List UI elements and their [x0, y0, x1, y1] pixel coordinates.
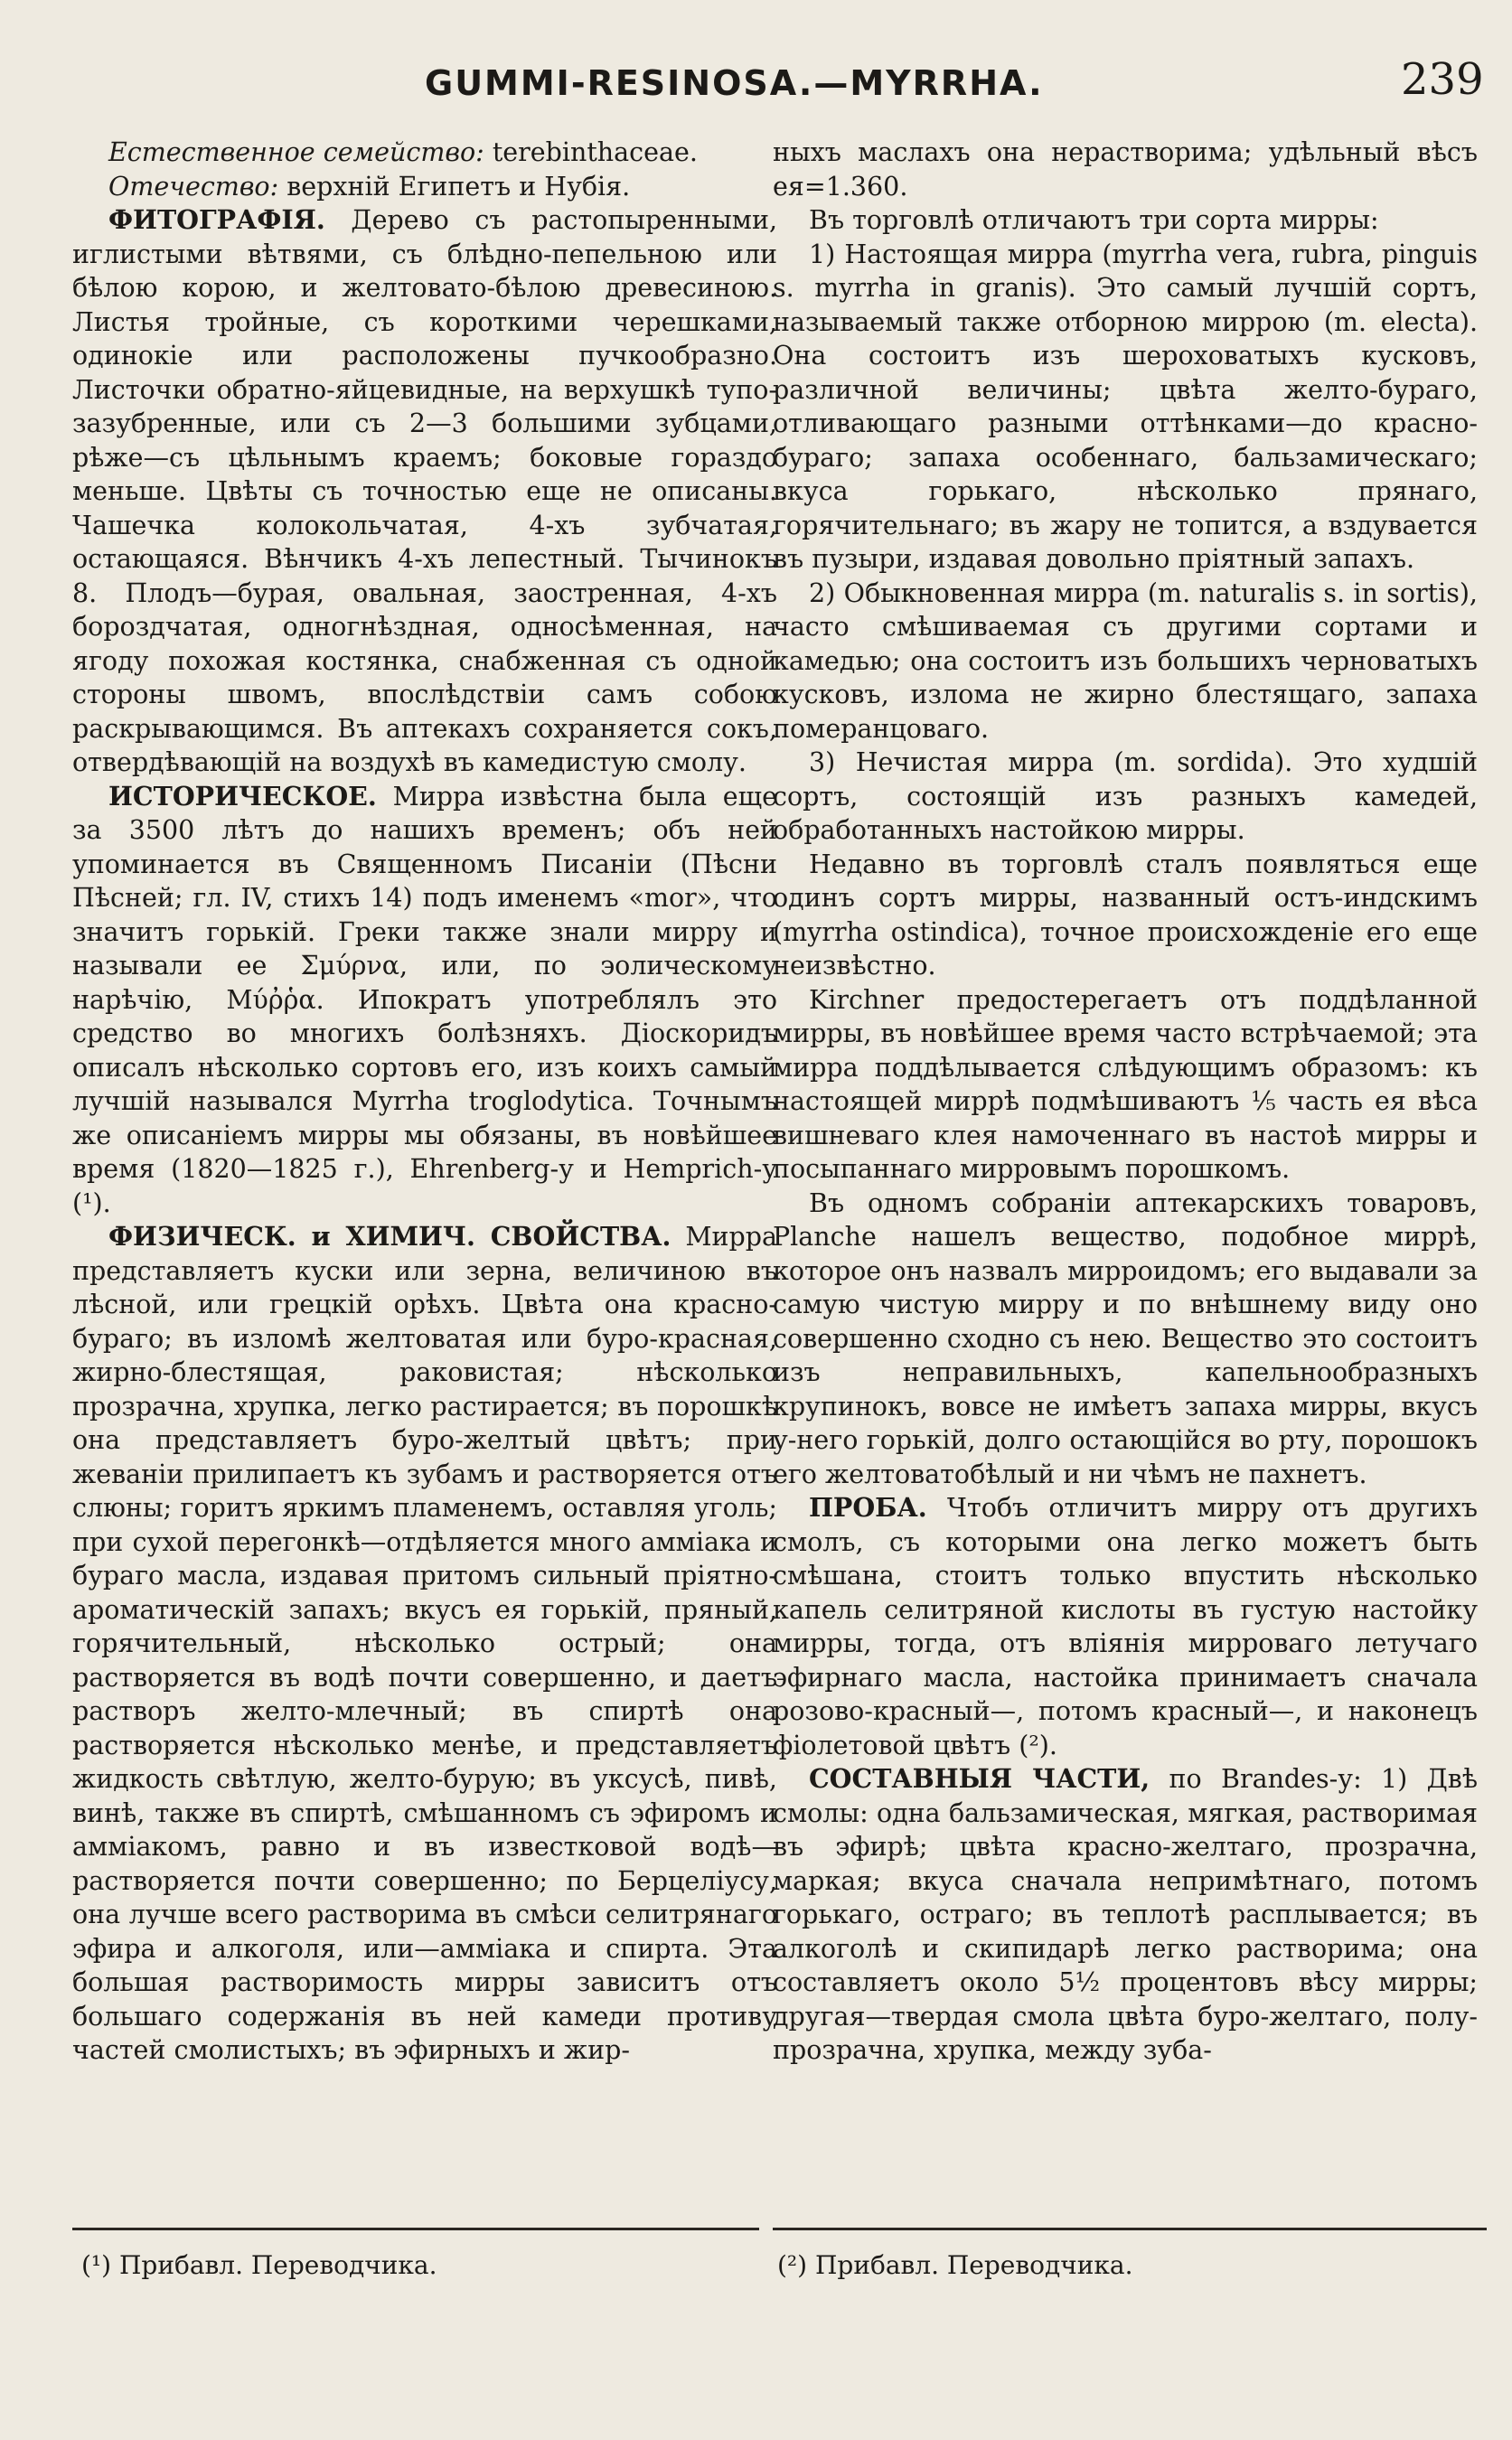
components-heading: СОСТАВНЫЯ ЧАСТИ,	[809, 1763, 1150, 1794]
test-heading: ПРОБА.	[809, 1492, 927, 1523]
right-column	[773, 136, 1478, 2068]
properties-section	[72, 1220, 777, 2068]
history-heading: ИСТОРИЧЕСКОЕ.	[108, 780, 377, 812]
running-head: GUMMI-RESINOSA.—MYRRHA.	[425, 63, 1044, 103]
history-section	[72, 780, 777, 1221]
country-value: верхнiй Египетъ и Нубiя.	[286, 171, 631, 202]
phytography-text: Дерево съ растопыренными, иглистыми вѣтвями, съ блѣдно-пепельною или бѣлою корою, и желтовато-бѣлою древесиною. Листья тройные, съ короткими черешками, одинокiе или расположены пучкообразно. Листочки обратно-яйцевидные, на верхушкѣ тупо-зазубренные, или съ 2—3 большими зубцами, рѣже—съ цѣльнымъ краемъ; боковые гораздо меньше. Цвѣты съ точностью еще не описаны. Чашечка колокольчатая, 4-хъ зубчатая, остающаяся. Вѣнчикъ 4-хъ лепестный. Тычинокъ 8. Плодъ—бурая, овальная, заостренная, 4-хъ бороздчатая, одногнѣздная, односѣменная, на ягоду похожая костянка, снабженная съ одной стороны швомъ, впослѣдствiи самъ собою раскрывающимся. Въ аптекахъ сохраняется сокъ, отвердѣвающiй на воздухѣ въ камедистую смолу.	[72, 205, 778, 777]
history-text: Мирра извѣстна была еще за 3500 лѣтъ до нашихъ временъ; объ ней упоминается въ Священномъ Писанiи (Пѣсни Пѣсней; гл. IV, стихъ 14) подъ именемъ «mor», что значитъ горькiй. Греки также знали мирру и называли ее Σμύρνα, или, по эолическому нарѣчiю, Μύῤῥα. Ипократъ употреблялъ это средство во многихъ болѣзняхъ. Дiоскоридъ описалъ нѣсколько сортовъ его, изъ коихъ самый лучшiй назывался Myrrha troglodytica. Точнымъ же описанiемъ мирры мы обязаны, въ новѣйшее время (1820—1825 г.), Ehrenberg-у и Hemprich-у (¹).	[72, 781, 777, 1218]
footnote-left: (¹) Прибавл. Переводчика.	[81, 2250, 437, 2280]
footnote-rule-left	[72, 2228, 759, 2230]
paragraph-continuation: ныхъ маслахъ она нерастворима; удѣльный вѣсъ ея=1.360.	[773, 137, 1478, 202]
family-value: terebinthaceae.	[492, 137, 698, 167]
left-column	[72, 136, 777, 2068]
family-label: Естественное семейство:	[108, 137, 484, 167]
page-number: 239	[1401, 54, 1484, 105]
paragraph-sort-1: 1) Настоящая мирра (myrrha vera, rubra, pinguis s. myrrha in granis). Это самый лучшiй сортъ, называемый также отборною миррою (m. electa). Она состоитъ изъ шероховатыхъ кусковъ, различной величины; цвѣта желто-бураго, отливающаго разными оттѣнками—до красно-бураго; запаха особеннаго, бальзамическаго; вкуса горькаго, нѣсколько прянаго, горячительнаго; въ жару не топится, а вздувается въ пузыри, издавая довольно прiятный запахъ.	[773, 239, 1478, 574]
footnote-rule-right	[773, 2228, 1487, 2230]
country-label: Отечество:	[108, 171, 279, 202]
country-line	[72, 170, 777, 204]
footnote-right: (²) Прибавл. Переводчика.	[777, 2250, 1133, 2280]
phytography-heading: ФИТОГРАФIЯ.	[108, 204, 325, 235]
paragraph-planche: Въ одномъ собранiи аптекарскихъ товаровъ, Planche нашелъ вещество, подобное миррѣ, которое онъ назвалъ мирроидомъ; его выдавали за самую чистую мирру и по внѣшнему виду оно совершенно сходно съ нею. Вещество это состоитъ изъ неправильныхъ, капельнообразныхъ крупинокъ, вовсе не имѣетъ запаха мирры, вкусъ у-него горькiй, долго остающiйся во рту, порошокъ его желтоватобѣлый и ни чѣмъ не пахнетъ.	[773, 1187, 1478, 1489]
paragraph-sorts-intro: Въ торговлѣ отличаютъ три сорта мирры:	[809, 205, 1379, 235]
page-header	[0, 36, 1512, 127]
paragraph-east-indian: Недавно въ торговлѣ сталъ появляться еще одинъ сортъ мирры, названный остъ-индскимъ (myrrha ostindica), точное происхожденiе его еще неизвѣстно.	[773, 849, 1478, 981]
test-text: Чтобъ отличитъ мирру отъ другихъ смолъ, съ которыми она легко можетъ быть смѣшана, стоитъ только впустить нѣсколько капель селитряной кислоты въ густую настойку мирры, тогда, отъ влiянiя мирроваго летучаго эфирнаго масла, настойка принимаетъ сначала розово-красный—, потомъ красный—, и наконецъ фiолетовой цвѣтъ (²).	[773, 1493, 1478, 1760]
components-text: по Brandes-у: 1) Двѣ смолы: одна бальзамическая, мягкая, растворимая въ эфирѣ; цвѣта красно-желтаго, прозрачна, маркая; вкуса сначала непримѣтнаго, потомъ горькаго, остраго; въ теплотѣ расплывается; въ алкоголѣ и скипидарѣ легко растворима; она составляетъ около 5½ процентовъ вѣсу мирры; другая—твердая смола цвѣта буро-желтаго, полу-прозрачна, хрупка, между зуба-	[773, 1764, 1479, 2065]
paragraph-kirchner: Kirchner предостерегаетъ отъ поддѣланной мирры, въ новѣйшее время часто встрѣчаемой; эта мирра поддѣлывается слѣдующимъ образомъ: къ настоящей миррѣ подмѣшиваютъ ⅕ часть ея вѣса вишневаго клея намоченнаго въ настоѣ мирры и посыпаннаго мирровымъ порошкомъ.	[773, 984, 1478, 1184]
test-section	[773, 1491, 1478, 1762]
components-section	[773, 1762, 1478, 2068]
paragraph-sort-2: 2) Обыкновенная мирра (m. naturalis s. in sortis), часто смѣшиваемая съ другими сортами и камедью; она состоитъ изъ большихъ черноватыхъ кусковъ, излома не жирно блестящаго, запаха померанцоваго.	[773, 577, 1478, 744]
paragraph-sort-3: 3) Нечистая мирра (m. sordida). Это худшiй сортъ, состоящiй изъ разныхъ камедей, обработанныхъ настойкою мирры.	[773, 747, 1478, 845]
family-line	[72, 136, 777, 170]
properties-text: Мирра представляетъ куски или зерна, величиною въ лѣсной, или грецкiй орѣхъ. Цвѣта она красно-бураго; въ изломѣ желтоватая или буро-красная, жирно-блестящая, раковистая; нѣсколько прозрачна, хрупка, легко растирается; въ порошкѣ она представляетъ буро-желтый цвѣтъ; при жеванiи прилипаетъ къ зубамъ и растворяется отъ слюны; горитъ яркимъ пламенемъ, оставляя уголь; при сухой перегонкѣ—отдѣляется много аммiака и бураго масла, издавая притомъ сильный прiятно-ароматическiй запахъ; вкусъ ея горькiй, пряный, горячительный, нѣсколько острый; она растворяется въ водѣ почти совершенно, и даетъ растворъ желто-млечный; въ спиртѣ она растворяется нѣсколько менѣе, и представляетъ жидкость свѣтлую, желто-бурую; въ уксусѣ, пивѣ, винѣ, также въ спиртѣ, смѣшанномъ съ эфиромъ и аммiакомъ, равно и въ известковой водѣ—растворяется почти совершенно; по Берцелiусу, она лучше всего растворима въ смѣси селитрянаго эфира и алкоголя, или—аммiака и спирта. Эта большая растворимость мирры зависитъ отъ большаго содержанiя въ ней камеди противу частей смолистыхъ; въ эфирныхъ и жир-	[72, 1222, 778, 2065]
properties-heading: ФИЗИЧЕСК. и ХИМИЧ. СВОЙСТВА.	[108, 1221, 671, 1252]
phytography-section	[72, 203, 777, 780]
